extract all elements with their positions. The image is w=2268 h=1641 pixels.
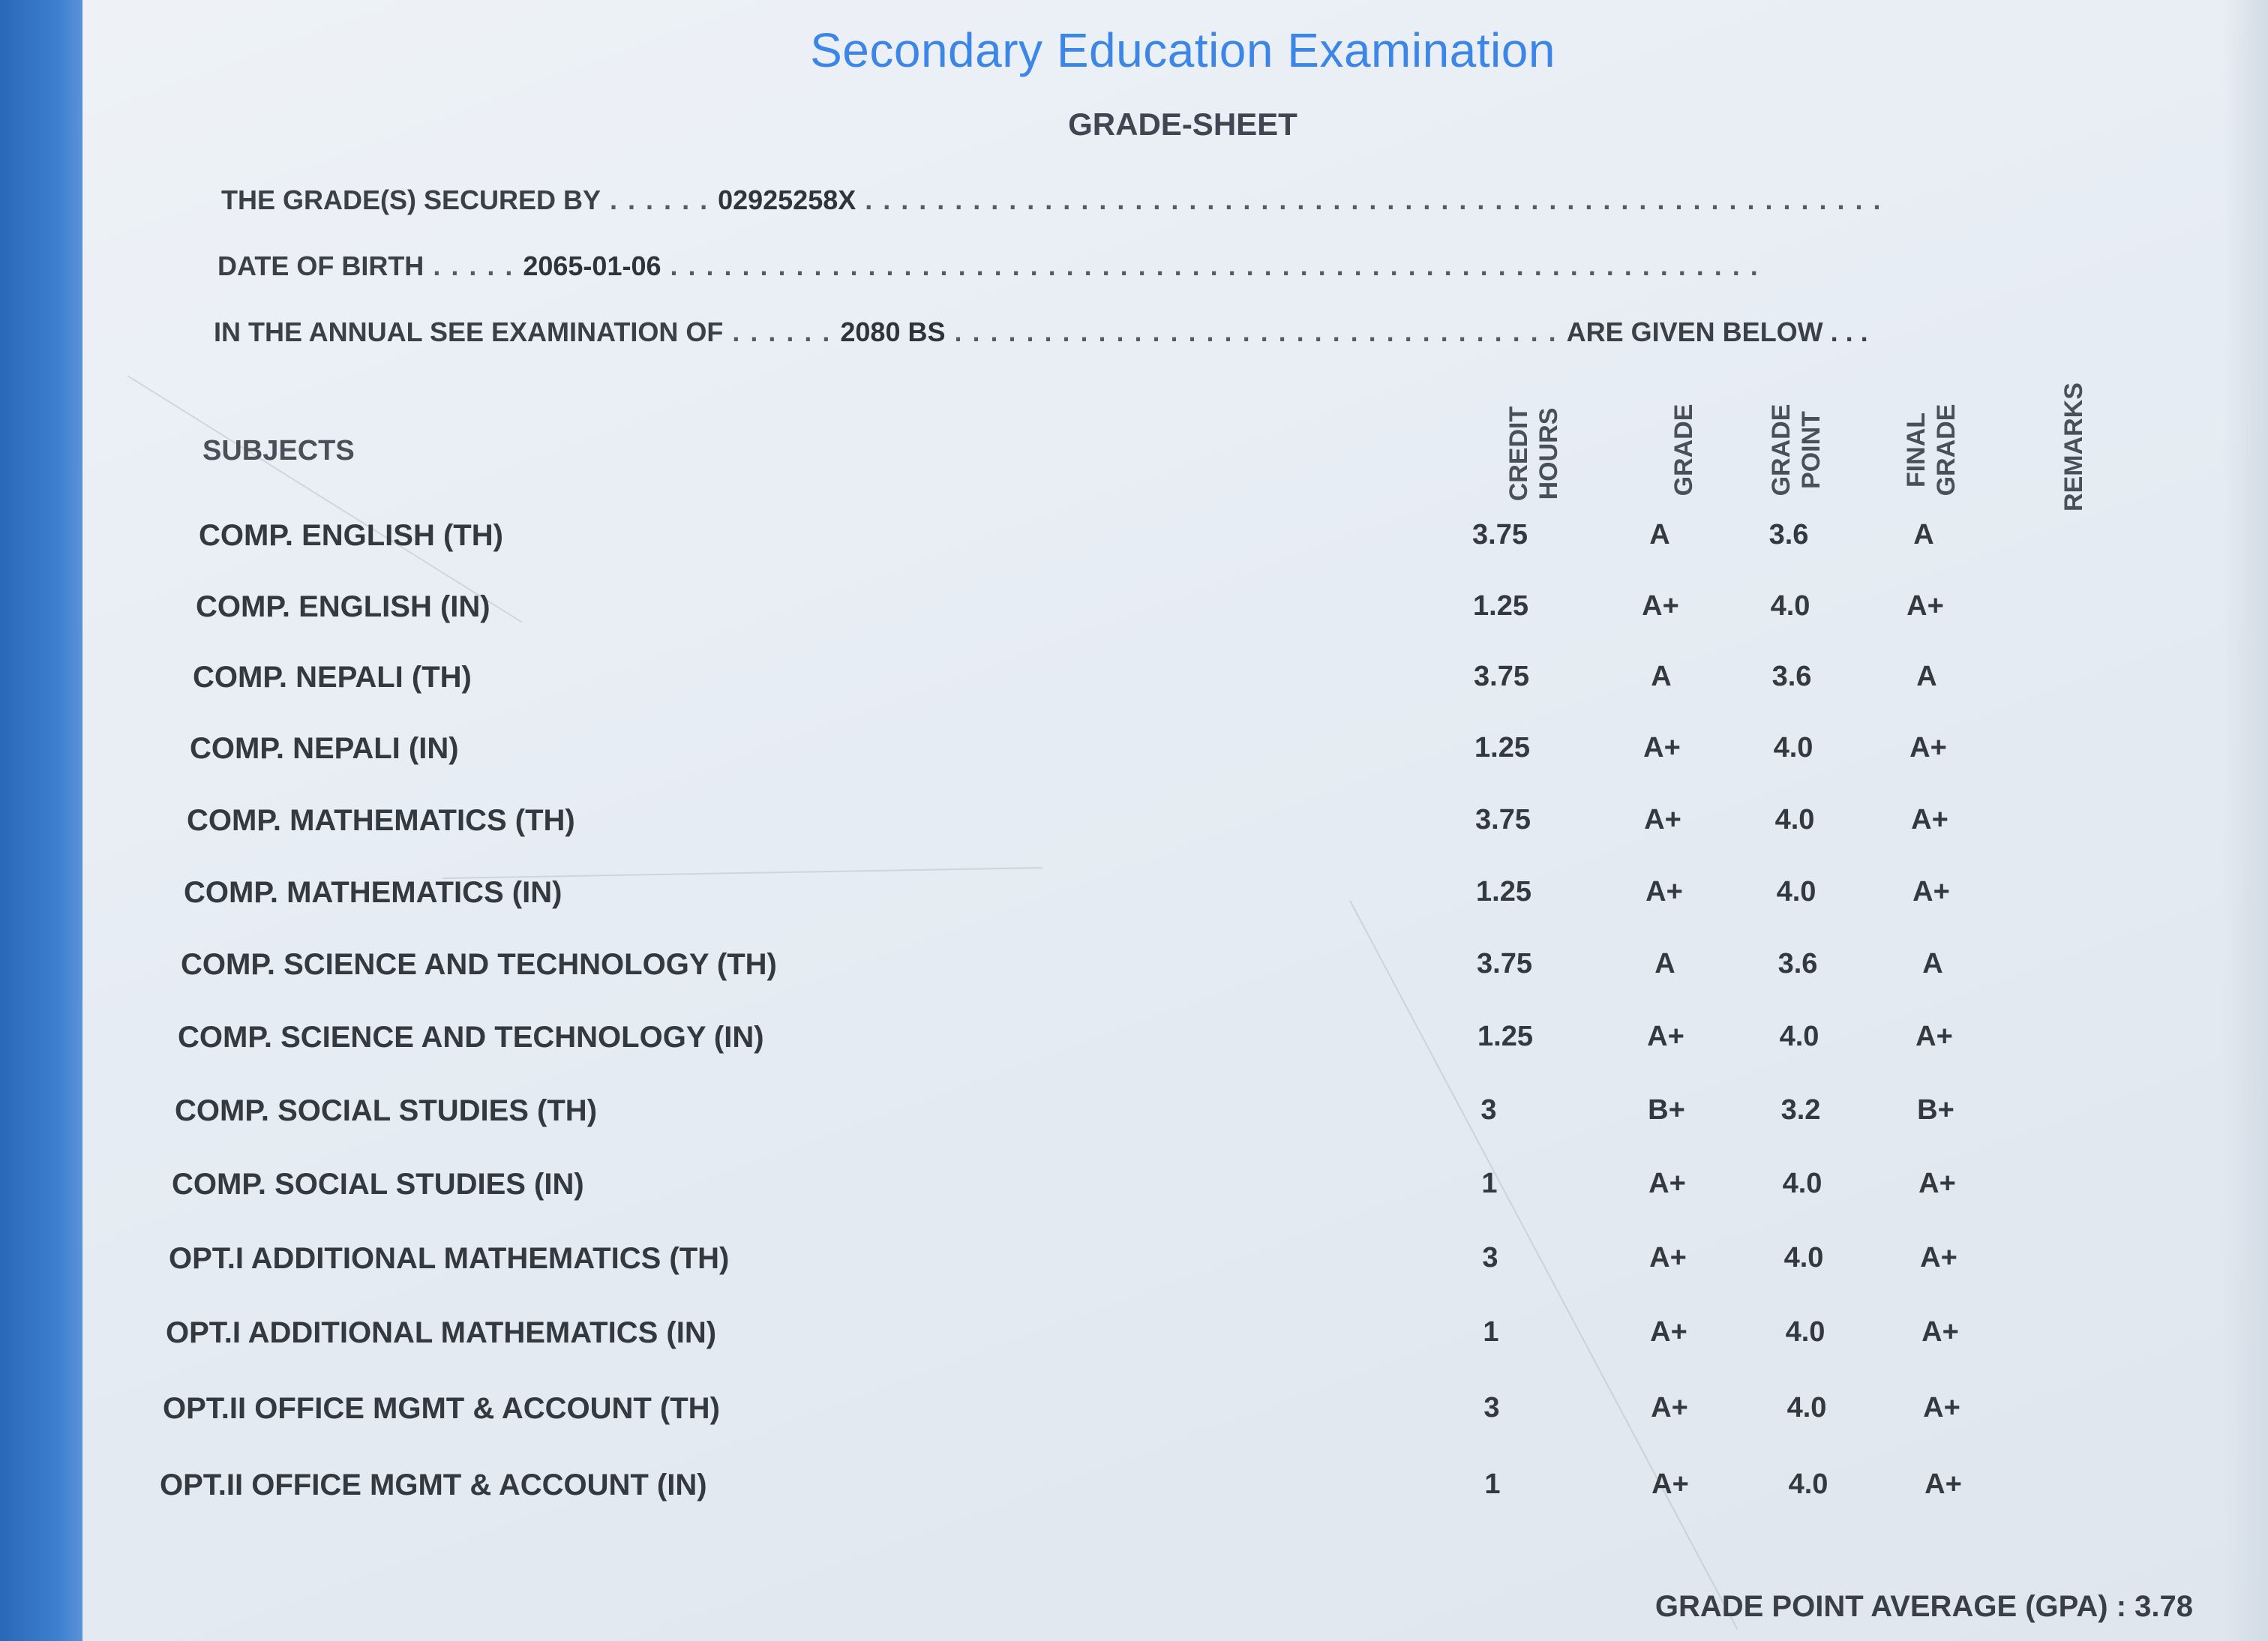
table-row — [82, 1242, 2268, 1287]
credit-hours-cell: 1 — [1483, 1316, 1499, 1348]
gpa-summary: GRADE POINT AVERAGE (GPA) : 3.78 — [1654, 1590, 2193, 1623]
grade-sheet — [82, 0, 2268, 1641]
table-row — [82, 661, 2268, 706]
credit-hours-cell: 1 — [1481, 1168, 1498, 1199]
grade-cell: A+ — [1642, 590, 1679, 622]
subject-cell: OPT.I ADDITIONAL MATHEMATICS (TH) — [169, 1242, 730, 1275]
final-grade-cell: A+ — [1920, 1242, 1958, 1274]
table-row — [82, 519, 2268, 564]
final-grade-cell: A+ — [1916, 1021, 1953, 1052]
subject-cell: COMP. ENGLISH (IN) — [196, 590, 490, 623]
table-row — [82, 876, 2268, 921]
subject-cell: OPT.II OFFICE MGMT & ACCOUNT (TH) — [163, 1392, 720, 1425]
dob-label: DATE OF BIRTH — [218, 250, 424, 281]
credit-hours-header-line1: CREDIT — [1504, 406, 1533, 502]
grade-cell: A+ — [1644, 804, 1682, 836]
secured-by-line: THE GRADE(S) SECURED BY . . . . . . 02925258X . . . . . . . . . . . . . . . . . . . . . . . . . . . . . . . . . . . . . . . . . . . . . . . . . . . . . . . . . — [221, 184, 1882, 215]
credit-hours-cell: 1.25 — [1476, 876, 1532, 908]
grade-point-cell: 4.0 — [1784, 1242, 1824, 1274]
final-grade-header-line1: FINAL — [1902, 412, 1930, 488]
grade-cell: A — [1649, 519, 1670, 550]
grade-cell: A+ — [1649, 1242, 1687, 1274]
subject-cell: COMP. ENGLISH (TH) — [199, 519, 503, 552]
exam-value: 2080 BS — [840, 316, 946, 347]
grade-cell: A+ — [1647, 1021, 1684, 1052]
final-grade-cell: A+ — [1911, 804, 1948, 836]
table-row — [82, 1021, 2268, 1066]
grade-cell: A — [1654, 948, 1676, 980]
credit-hours-cell: 3 — [1480, 1094, 1497, 1126]
credit-hours-cell: 3.75 — [1477, 948, 1532, 980]
grade-cell: A+ — [1651, 1392, 1688, 1424]
final-grade-column-header — [1901, 394, 1961, 506]
page-subtitle: GRADE-SHEET — [1068, 106, 1298, 142]
grade-point-cell: 4.0 — [1786, 1392, 1827, 1424]
final-grade-cell: A — [1916, 661, 1937, 692]
window-left-edge — [0, 0, 82, 1641]
secured-by-label: THE GRADE(S) SECURED BY — [221, 184, 602, 215]
grade-cell: A+ — [1643, 732, 1681, 764]
credit-hours-column-header — [1504, 394, 1564, 514]
subject-cell: COMP. NEPALI (IN) — [190, 732, 459, 765]
grade-cell: A+ — [1652, 1468, 1689, 1500]
final-grade-cell: A+ — [1922, 1316, 1959, 1348]
table-row — [82, 1094, 2268, 1139]
final-grade-cell: A+ — [1924, 1468, 1962, 1500]
grade-column-header — [1669, 398, 1699, 502]
subject-cell: COMP. MATHEMATICS (IN) — [184, 876, 562, 909]
dob-line: DATE OF BIRTH . . . . . 2065-01-06 . . . . . . . . . . . . . . . . . . . . . . . . . . . . . . . . . . . . . . . . . . . . . . . . . . . . . . . . . . . . . — [218, 250, 1760, 281]
final-grade-cell: B+ — [1917, 1094, 1954, 1126]
final-grade-header-line2: GRADE — [1932, 404, 1960, 496]
remarks-column-header — [2059, 376, 2089, 518]
table-row — [82, 1316, 2268, 1361]
grade-point-header-line1: GRADE — [1767, 404, 1796, 496]
final-grade-cell: A+ — [1923, 1392, 1960, 1424]
remarks-header-line1: REMARKS — [2060, 382, 2088, 512]
page-title: Secondary Education Examination — [810, 23, 1556, 77]
grade-point-cell: 3.6 — [1778, 948, 1818, 980]
subject-cell: COMP. MATHEMATICS (TH) — [187, 804, 575, 837]
credit-hours-cell: 1.25 — [1478, 1021, 1533, 1052]
screen-crack — [127, 375, 522, 622]
table-row — [82, 1168, 2268, 1213]
credit-hours-cell: 1.25 — [1474, 732, 1530, 764]
final-grade-cell: A+ — [1906, 590, 1944, 622]
secured-by-value: 02925258X — [718, 184, 856, 215]
grade-point-cell: 4.0 — [1788, 1468, 1828, 1500]
table-row — [82, 1392, 2268, 1437]
table-row — [82, 590, 2268, 635]
grade-header-line1: GRADE — [1670, 404, 1698, 496]
grade-point-cell: 4.0 — [1785, 1316, 1826, 1348]
final-grade-cell: A — [1913, 519, 1934, 550]
final-grade-cell: A+ — [1912, 876, 1950, 908]
subject-cell: OPT.I ADDITIONAL MATHEMATICS (IN) — [166, 1316, 717, 1349]
table-row — [82, 732, 2268, 777]
grade-point-column-header — [1766, 394, 1826, 506]
grade-point-cell: 4.0 — [1770, 590, 1810, 622]
credit-hours-cell: 1 — [1484, 1468, 1501, 1500]
grade-cell: A+ — [1648, 1168, 1686, 1199]
grade-point-cell: 4.0 — [1776, 876, 1816, 908]
final-grade-cell: A+ — [1910, 732, 1947, 764]
grade-point-cell: 3.2 — [1780, 1094, 1821, 1126]
grade-point-cell: 4.0 — [1779, 1021, 1820, 1052]
credit-hours-cell: 3 — [1482, 1242, 1498, 1274]
credit-hours-cell: 3.75 — [1475, 804, 1531, 836]
subject-cell: OPT.II OFFICE MGMT & ACCOUNT (IN) — [160, 1468, 707, 1502]
grade-point-cell: 4.0 — [1782, 1168, 1822, 1199]
grade-point-cell: 4.0 — [1774, 804, 1815, 836]
credit-hours-cell: 3 — [1484, 1392, 1500, 1424]
grade-cell: B+ — [1648, 1094, 1685, 1126]
credit-hours-cell: 3.75 — [1472, 519, 1528, 550]
grade-cell: A+ — [1650, 1316, 1688, 1348]
credit-hours-header-line2: HOURS — [1534, 407, 1563, 500]
table-row — [82, 1468, 2268, 1514]
grade-point-cell: 3.6 — [1772, 661, 1812, 692]
credit-hours-cell: 3.75 — [1474, 661, 1529, 692]
exam-label: IN THE ANNUAL SEE EXAMINATION OF — [214, 316, 724, 347]
subject-cell: COMP. NEPALI (TH) — [193, 661, 472, 694]
grade-point-cell: 4.0 — [1773, 732, 1814, 764]
grade-point-cell: 3.6 — [1768, 519, 1809, 550]
table-row — [82, 948, 2268, 993]
credit-hours-cell: 1.25 — [1473, 590, 1528, 622]
table-row — [82, 804, 2268, 849]
final-grade-cell: A — [1922, 948, 1943, 980]
subject-cell: COMP. SCIENCE AND TECHNOLOGY (IN) — [178, 1021, 764, 1054]
screen-bezel-edge — [2223, 0, 2268, 1641]
subject-cell: COMP. SOCIAL STUDIES (IN) — [172, 1168, 584, 1201]
exam-suffix: ARE GIVEN BELOW . . . — [1566, 316, 1868, 347]
subject-cell: COMP. SOCIAL STUDIES (TH) — [175, 1094, 598, 1127]
grade-cell: A+ — [1646, 876, 1683, 908]
exam-line: IN THE ANNUAL SEE EXAMINATION OF . . . . . . 2080 BS . . . . . . . . . . . . . . . . . . . . . . . . . . . . . . . . . . ARE GIVEN BELOW . . . — [214, 316, 1868, 347]
grade-cell: A — [1651, 661, 1672, 692]
dob-value: 2065-01-06 — [523, 250, 662, 281]
final-grade-cell: A+ — [1918, 1168, 1956, 1199]
subject-cell: COMP. SCIENCE AND TECHNOLOGY (TH) — [181, 948, 777, 981]
grade-point-header-line2: POINT — [1797, 411, 1826, 489]
subjects-column-header: SUBJECTS — [202, 435, 355, 466]
